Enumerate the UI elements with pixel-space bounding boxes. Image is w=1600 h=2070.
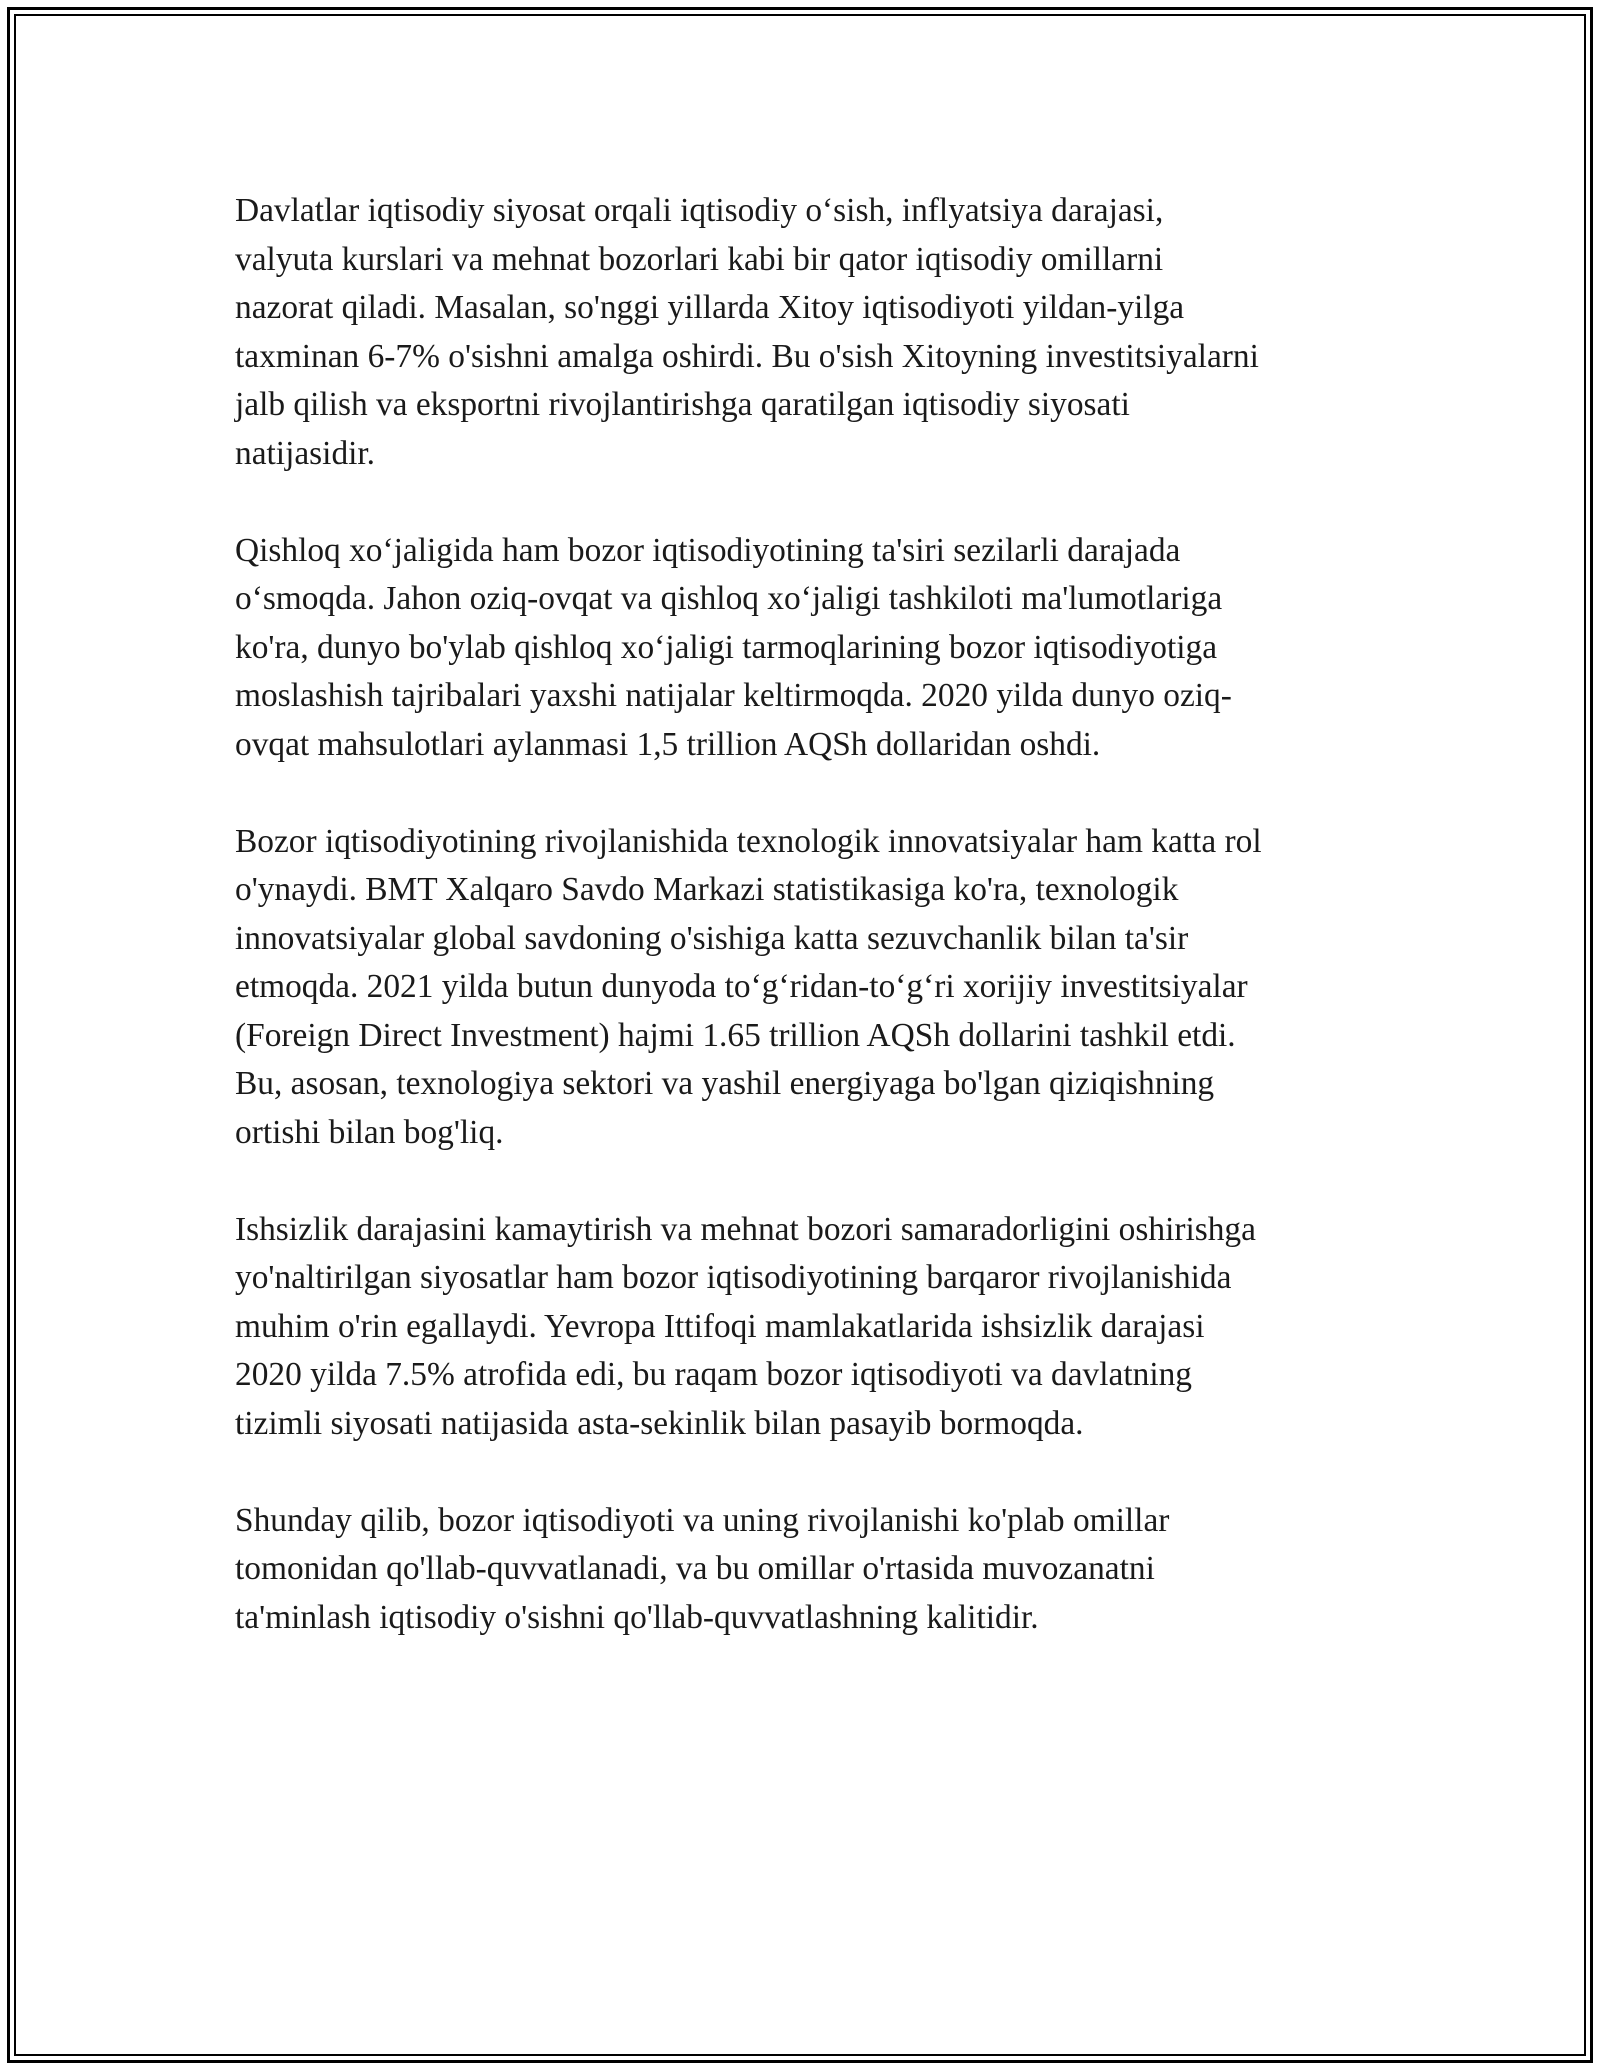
paragraph-conclusion bbox=[235, 1497, 1375, 1643]
text-line: ovqat mahsulotlari aylanmasi 1,5 trillion AQSh dollaridan oshdi. bbox=[235, 725, 1101, 763]
text-line: (Foreign Direct Investment) hajmi 1.65 trillion AQSh dollarini tashkil etdi. bbox=[235, 1016, 1236, 1054]
text-line: natijasidir. bbox=[235, 434, 376, 472]
text-line: nazorat qiladi. Masalan, so'nggi yillarda Xitoy iqtisodiyoti yildan-yilga bbox=[235, 289, 1185, 326]
text-line: taxminan 6-7% o'sishni amalga oshirdi. Bu o'sish Xitoyning investitsiyalarni bbox=[235, 337, 1259, 375]
document-body bbox=[235, 187, 1375, 1691]
text-line: valyuta kurslari va mehnat bozorlari kabi bir qator iqtisodiy omillarni bbox=[235, 240, 1164, 278]
text-line: Qishloq xo‘jaligida ham bozor iqtisodiyotining ta'siri sezilarli darajada bbox=[235, 531, 1181, 569]
text-line: 2020 yilda 7.5% atrofida edi, bu raqam bozor iqtisodiyoti va davlatning bbox=[235, 1356, 1192, 1393]
text-line: Shunday qilib, bozor iqtisodiyoti va uning rivojlanishi ko'plab omillar bbox=[235, 1501, 1170, 1539]
paragraph-economic-policy bbox=[235, 187, 1375, 478]
text-line: o‘smoqda. Jahon oziq-ovqat va qishloq xo‘jaligi tashkiloti ma'lumotlariga bbox=[235, 580, 1223, 617]
text-line: yo'naltirilgan siyosatlar ham bozor iqtisodiyotining barqaror rivojlanishida bbox=[235, 1259, 1232, 1296]
text-line: o'ynaydi. BMT Xalqaro Savdo Markazi statistikasiga ko'ra, texnologik bbox=[235, 871, 1179, 908]
text-line: tizimli siyosati natijasida asta-sekinlik bilan pasayib bormoqda. bbox=[235, 1404, 1084, 1442]
text-line: jalb qilish va eksportni rivojlantirishga qaratilgan iqtisodiy siyosati bbox=[235, 386, 1130, 423]
text-line: muhim o'rin egallaydi. Yevropa Ittifoqi mamlakatlarida ishsizlik darajasi bbox=[235, 1307, 1205, 1345]
paragraph-unemployment bbox=[235, 1206, 1375, 1449]
paragraph-technology bbox=[235, 818, 1375, 1158]
paragraph-agriculture bbox=[235, 527, 1375, 770]
text-line: innovatsiyalar global savdoning o'sishiga katta sezuvchanlik bilan ta'sir bbox=[235, 919, 1189, 957]
text-line: moslashish tajribalari yaxshi natijalar keltirmoqda. 2020 yilda dunyo oziq- bbox=[235, 677, 1232, 714]
text-line: Bu, asosan, texnologiya sektori va yashil energiyaga bo'lgan qiziqishning bbox=[235, 1065, 1215, 1102]
text-line: Ishsizlik darajasini kamaytirish va mehnat bozori samaradorligini oshirishga bbox=[235, 1210, 1256, 1248]
text-line: ortishi bilan bog'liq. bbox=[235, 1113, 504, 1151]
text-line: ta'minlash iqtisodiy o'sishni qo'llab-quvvatlashning kalitidir. bbox=[235, 1598, 1039, 1636]
text-line: Bozor iqtisodiyotining rivojlanishida texnologik innovatsiyalar ham katta rol bbox=[235, 822, 1262, 860]
text-line: ko'ra, dunyo bo'ylab qishloq xo‘jaligi tarmoqlarining bozor iqtisodiyotiga bbox=[235, 628, 1218, 666]
text-line: Davlatlar iqtisodiy siyosat orqali iqtisodiy o‘sish, inflyatsiya darajasi, bbox=[235, 192, 1164, 229]
text-line: etmoqda. 2021 yilda butun dunyoda to‘g‘ridan-to‘g‘ri xorijiy investitsiyalar bbox=[235, 968, 1248, 1005]
text-line: tomonidan qo'llab-quvvatlanadi, va bu omillar o'rtasida muvozanatni bbox=[235, 1550, 1155, 1587]
